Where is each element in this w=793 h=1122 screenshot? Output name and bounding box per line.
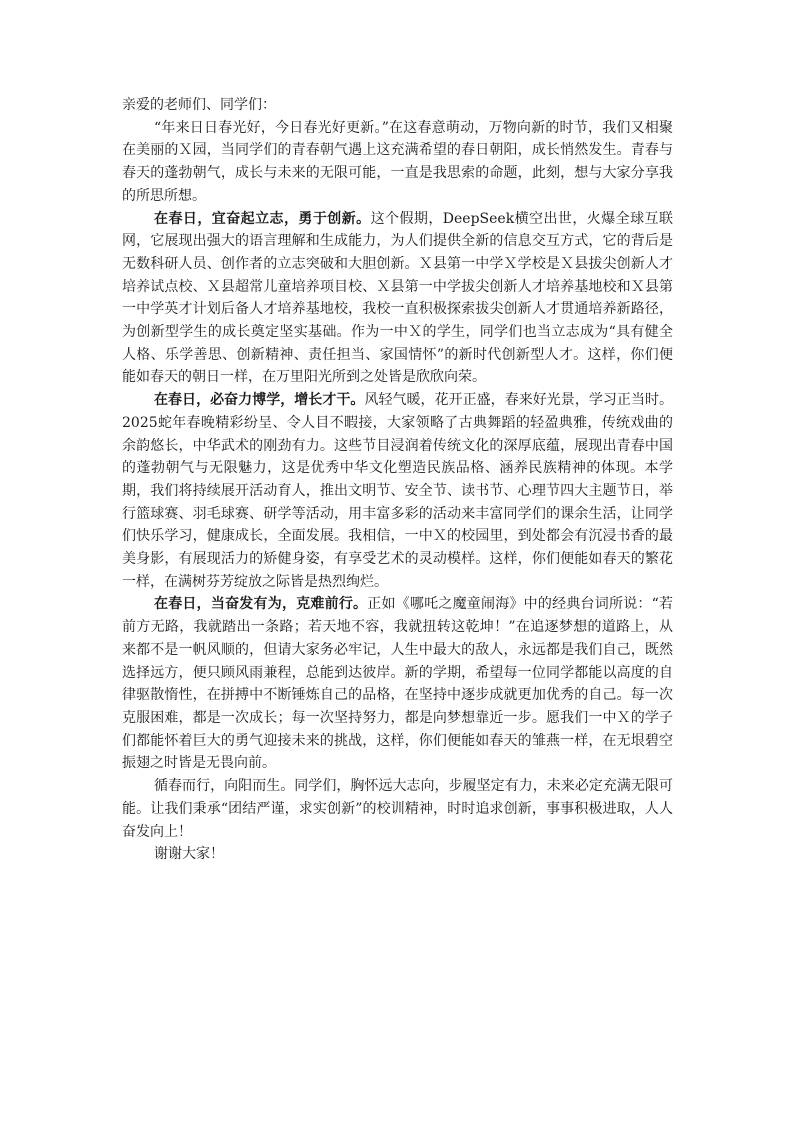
section-1-body: 这个假期，DeepSeek横空出世，火爆全球互联网，它展现出强大的语言理解和生成能力，为人们提供全新的信息交互方式，它的背后是无数科研人员、创作者的立志突破和大胆创新。Ｘ县第一中学Ｘ学校是Ｘ县拔尖创新人才培养试点校、Ｘ县超常儿童培养项目校、Ｘ县第一中学拔尖创新人才培养基地校和Ｘ县第一中学英才计划后备人才培养基地校，我校一直积极探索拔尖创新人才贯通培养新路径，为创新型学生的成长奠定坚实基础。作为一中Ｘ的学生，同学们也当立志成为“具有健全人格、乐学善思、创新精神、责任担当、家国情怀”的新时代创新型人才。这样，你们便能如春天的朝日一样，在万里阳光所到之处皆是欣欣向荣。	[122, 210, 673, 386]
section-1-paragraph	[122, 208, 673, 390]
section-3-body: 正如《哪吒之魔童闹海》中的经典台词所说：“若前方无路，我就踏出一条路；若天地不容，我就扭转这乾坤！”在追逐梦想的道路上，从来都不是一帆风顺的，但请大家务必牢记，人生中最大的敌人，永远都是我们自己，既然选择远方，便只顾风雨兼程，总能到达彼岸。新的学期，希望每一位同学都能以高度的自律驱散惰性，在拼搏中不断锤炼自己的品格，在坚持中逐步成就更加优秀的自己。每一次克服困难，都是一次成长；每一次坚持努力，都是向梦想靠近一步。愿我们一中Ｘ的学子们都能怀着巨大的勇气迎接未来的挑战，这样，你们便能如春天的雏燕一样，在无垠碧空振翅之时皆是无畏向前。	[122, 596, 674, 772]
speech-body	[122, 94, 673, 866]
thanks-line: 谢谢大家！	[154, 846, 224, 863]
opening-paragraph: “年来日日春光好，今日春光好更新。”在这春意萌动，万物向新的时节，我们又相聚在美丽的Ｘ园，当同学们的青春朝气遇上这充满希望的春日朝阳，成长悄然发生。青春与春天的蓬勃朝气，成长与未来的无限可能，一直是我思索的命题，此刻，想与大家分享我的所思所想。	[122, 119, 673, 204]
section-3-lead: 在春日，当奋发有为，克难前行。	[154, 596, 368, 613]
section-2-body: 风轻气暖，花开正盛，春来好光景，学习正当时。2025蛇年春晚精彩纷呈、令人目不暇接，大家领略了古典舞蹈的轻盈典雅，传统戏曲的余韵悠长，中华武术的刚劲有力。这些节目浸润着传统文化的深厚底蕴，展现出青春中国的蓬勃朝气与无限魅力，这是优秀中华文化塑造民族品格、涵养民族精神的体现。本学期，我们将持续展开活动育人，推出文明节、安全节、读书节、心理节四大主题节日，举行篮球赛、羽毛球赛、研学等活动，用丰富多彩的活动来丰富同学们的课余生活，让同学们快乐学习，健康成长，全面发展。我相信，一中Ｘ的校园里，到处都会有沉浸书香的最美身影，有展现活力的矫健身姿，有享受艺术的灵动模样。这样，你们便能如春天的繁花一样，在满树芬芳绽放之际皆是热烈绚烂。	[122, 392, 674, 590]
section-2-paragraph	[122, 389, 673, 593]
closing-paragraph: 循春而行，向阳而生。同学们，胸怀远大志向，步履坚定有力，未来必定充满无限可能。让我们秉承“团结严谨，求实创新”的校训精神，时时追求创新，事事积极进取，人人奋发向上！	[122, 778, 673, 840]
section-3-paragraph	[122, 593, 673, 775]
section-1-lead: 在春日，宜奋起立志，勇于创新。	[154, 210, 371, 227]
salutation: 亲爱的老师们、同学们：	[122, 97, 276, 113]
section-2-lead: 在春日，必奋力博学，增长才干。	[154, 392, 365, 409]
